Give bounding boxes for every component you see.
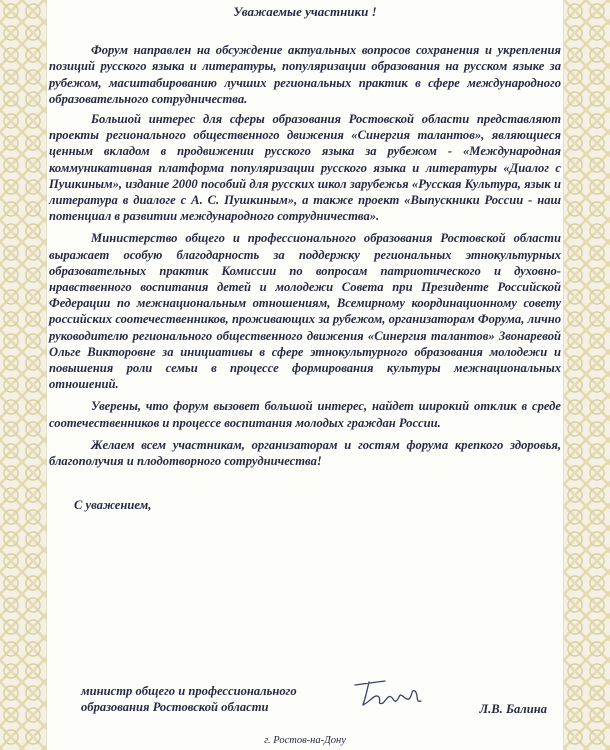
letter-paragraph: Министерство общего и профессионального образования Ростовской области выражает особую благодарность за поддержку региональных этнокультурных образовательных практик Комиссии по вопросам патриотического и духовно-нравственного воспитания детей и молодежи Совета при Президенте Российской Федерации по межнациональным отношениям, Всемирному координационному совету российских соотечественников, проживающих за рубежом, организаторам Форума, лично руководителю регионального общественного движения «Синергия талантов» Звонаревой Ольге Викторовне за инициативы в сфере этнокультурного образования молодежи и повышения роли семьи в процессе формирования культуры межнациональных отношений. — [49, 231, 561, 392]
signatory-position — [81, 683, 381, 715]
ornamental-border-left — [0, 0, 46, 750]
letter-city: г. Ростов-на-Дону — [264, 735, 346, 746]
letter-closing: С уважением, — [74, 498, 152, 513]
signatory-position-line: образования Ростовской области — [81, 700, 269, 715]
letter-page — [46, 0, 564, 750]
letter-paragraph: Желаем всем участникам, организаторам и гостям форума крепкого здоровья, благополучия и плодотворного сотрудничества! — [49, 437, 561, 469]
letter-greeting: Уважаемые участники ! — [233, 4, 377, 19]
signatory-name: Л.В. Балина — [479, 702, 547, 716]
ornamental-border-right — [564, 0, 610, 750]
letter-body — [49, 4, 561, 513]
handwritten-signature — [349, 671, 429, 715]
letter-paragraph: Уверены, что форум вызовет большой интерес, найдет широкий отклик в среде соотечественников и процессе воспитания молодых граждан России. — [49, 399, 561, 430]
letter-paragraph: Форум направлен на обсуждение актуальных вопросов сохранения и укрепления позиций русского языка и литературы, популяризации образования на русском языке за рубежом, масштабированию лучших региональных практик в сфере международного образовательного сотрудничества. — [49, 43, 561, 106]
signature-block — [49, 683, 561, 723]
letter-paragraph: Большой интерес для сферы образования Ростовской области представляют проекты регионального общественного движения «Синергия талантов», являющиеся ценным вкладом в продвижении русского языка за рубежом - «Международная коммуникативная платформа популяризации русского языка и литературы «Диалог с Пушкиным», издание 2000 пособий для русских школ зарубежья «Русская Культура, язык и литература в диалоге с А. С. Пушкиным», а также проект «Выпускники России - наш потенциал в развитии международного сотрудничества». — [49, 112, 561, 224]
signatory-position-line: министр общего и профессионального — [81, 684, 297, 698]
